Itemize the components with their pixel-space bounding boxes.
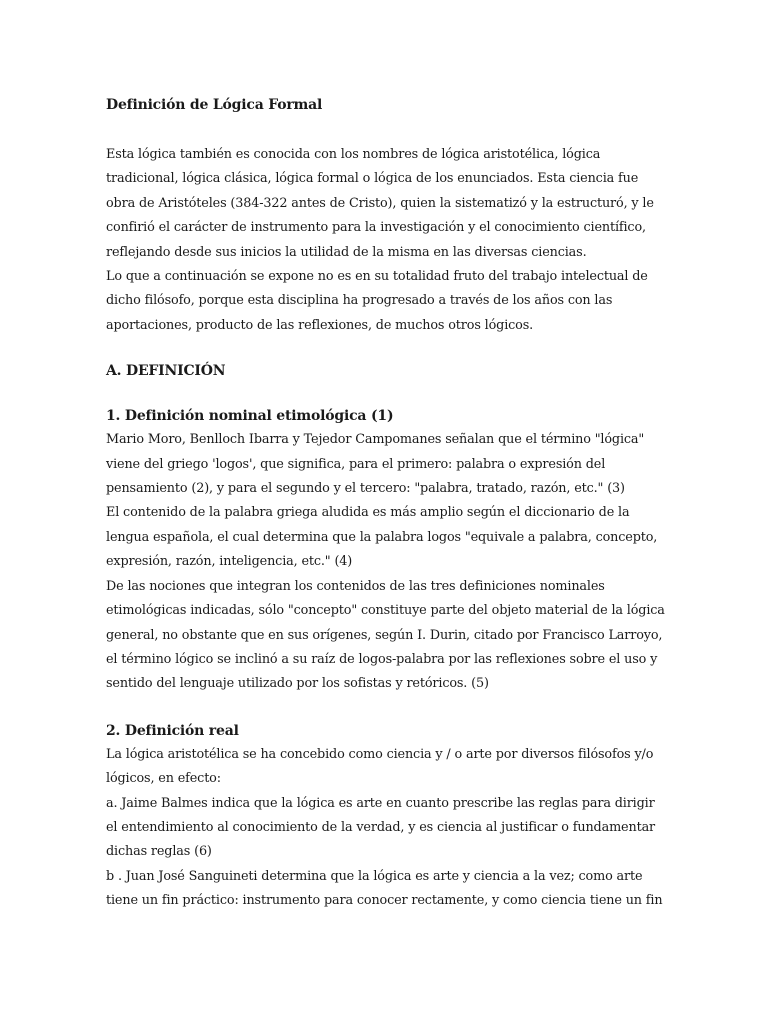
subsection-2-body <box>106 743 662 914</box>
text-line: a. Jaime Balmes indica que la lógica es arte en cuanto prescribe las reglas para dirigir <box>106 795 655 811</box>
text-line: reflejando desde sus inicios la utilidad de la misma en las diversas ciencias. <box>106 244 587 260</box>
text-line: lógicos, en efecto: <box>106 771 221 787</box>
text-line: expresión, razón, inteligencia, etc." (4) <box>106 554 353 570</box>
document-page <box>106 93 665 914</box>
text-line: tradicional, lógica clásica, lógica formal o lógica de los enunciados. Esta ciencia fue <box>106 171 639 187</box>
text-line: obra de Aristóteles (384-322 antes de Cristo), quien la sistematizó y la estructuró, y le <box>106 195 654 211</box>
text-line: b . Juan José Sanguineti determina que la lógica es arte y ciencia a la vez; como arte <box>106 868 643 884</box>
subsection-1-heading: 1. Definición nominal etimológica (1) <box>106 408 394 425</box>
spacer <box>106 697 662 719</box>
text-line: el entendimiento al conocimiento de la verdad, y es ciencia al justificar o fundamentar <box>106 819 656 835</box>
subsection-1-body <box>106 428 665 696</box>
text-line: La lógica aristotélica se ha concebido como ciencia y / o arte por diversos filósofos y/o <box>106 746 654 762</box>
text-line: Esta lógica también es conocida con los nombres de lógica aristotélica, lógica <box>106 147 601 162</box>
text-line: pensamiento (2), y para el segundo y el tercero: "palabra, tratado, razón, etc." (3) <box>106 481 625 497</box>
text-line: general, no obstante que en sus orígenes, según I. Durin, citado por Francisco Larroyo, <box>106 627 663 643</box>
spacer <box>106 383 662 404</box>
text-line: confirió el carácter de instrumento para la investigación y el conocimiento científico, <box>106 220 646 236</box>
text-line: lengua española, el cual determina que la palabra logos "equivale a palabra, concepto, <box>106 529 658 545</box>
text-line: aportaciones, producto de las reflexiones, de muchos otros lógicos. <box>106 317 534 333</box>
text-line: Mario Moro, Benlloch Ibarra y Tejedor Campomanes señalan que el término "lógica" <box>106 432 645 448</box>
text-line: De las nociones que integran los contenidos de las tres definiciones nominales <box>106 578 605 594</box>
text-line: etimológicas indicadas, sólo "concepto" constituye parte del objeto material de la lógica <box>106 603 665 619</box>
text-line: El contenido de la palabra griega aludida es más amplio según el diccionario de la <box>106 505 630 521</box>
text-line: viene del griego 'logos', que significa, para el primero: palabra o expresión del <box>106 456 606 472</box>
text-line: dichas reglas (6) <box>106 844 212 860</box>
text-line: Lo que a continuación se expone no es en su totalidad fruto del trabajo intelectual de <box>106 269 648 285</box>
text-line: el término lógico se inclinó a su raíz de logos-palabra por las reflexiones sobre el uso y <box>106 651 658 667</box>
text-line: sentido del lenguaje utilizado por los sofistas y retóricos. (5) <box>106 676 489 692</box>
subsection-2-heading: 2. Definición real <box>106 722 239 739</box>
spacer <box>106 338 662 359</box>
section-a-heading: A. DEFINICIÓN <box>106 363 226 380</box>
text-line: dicho filósofo, porque esta disciplina ha progresado a través de los años con las <box>106 293 613 309</box>
text-line: tiene un fin práctico: instrumento para conocer rectamente, y como ciencia tiene un fin <box>106 893 663 909</box>
intro-paragraph <box>106 143 662 338</box>
document-title: Definición de Lógica Formal <box>106 97 323 113</box>
